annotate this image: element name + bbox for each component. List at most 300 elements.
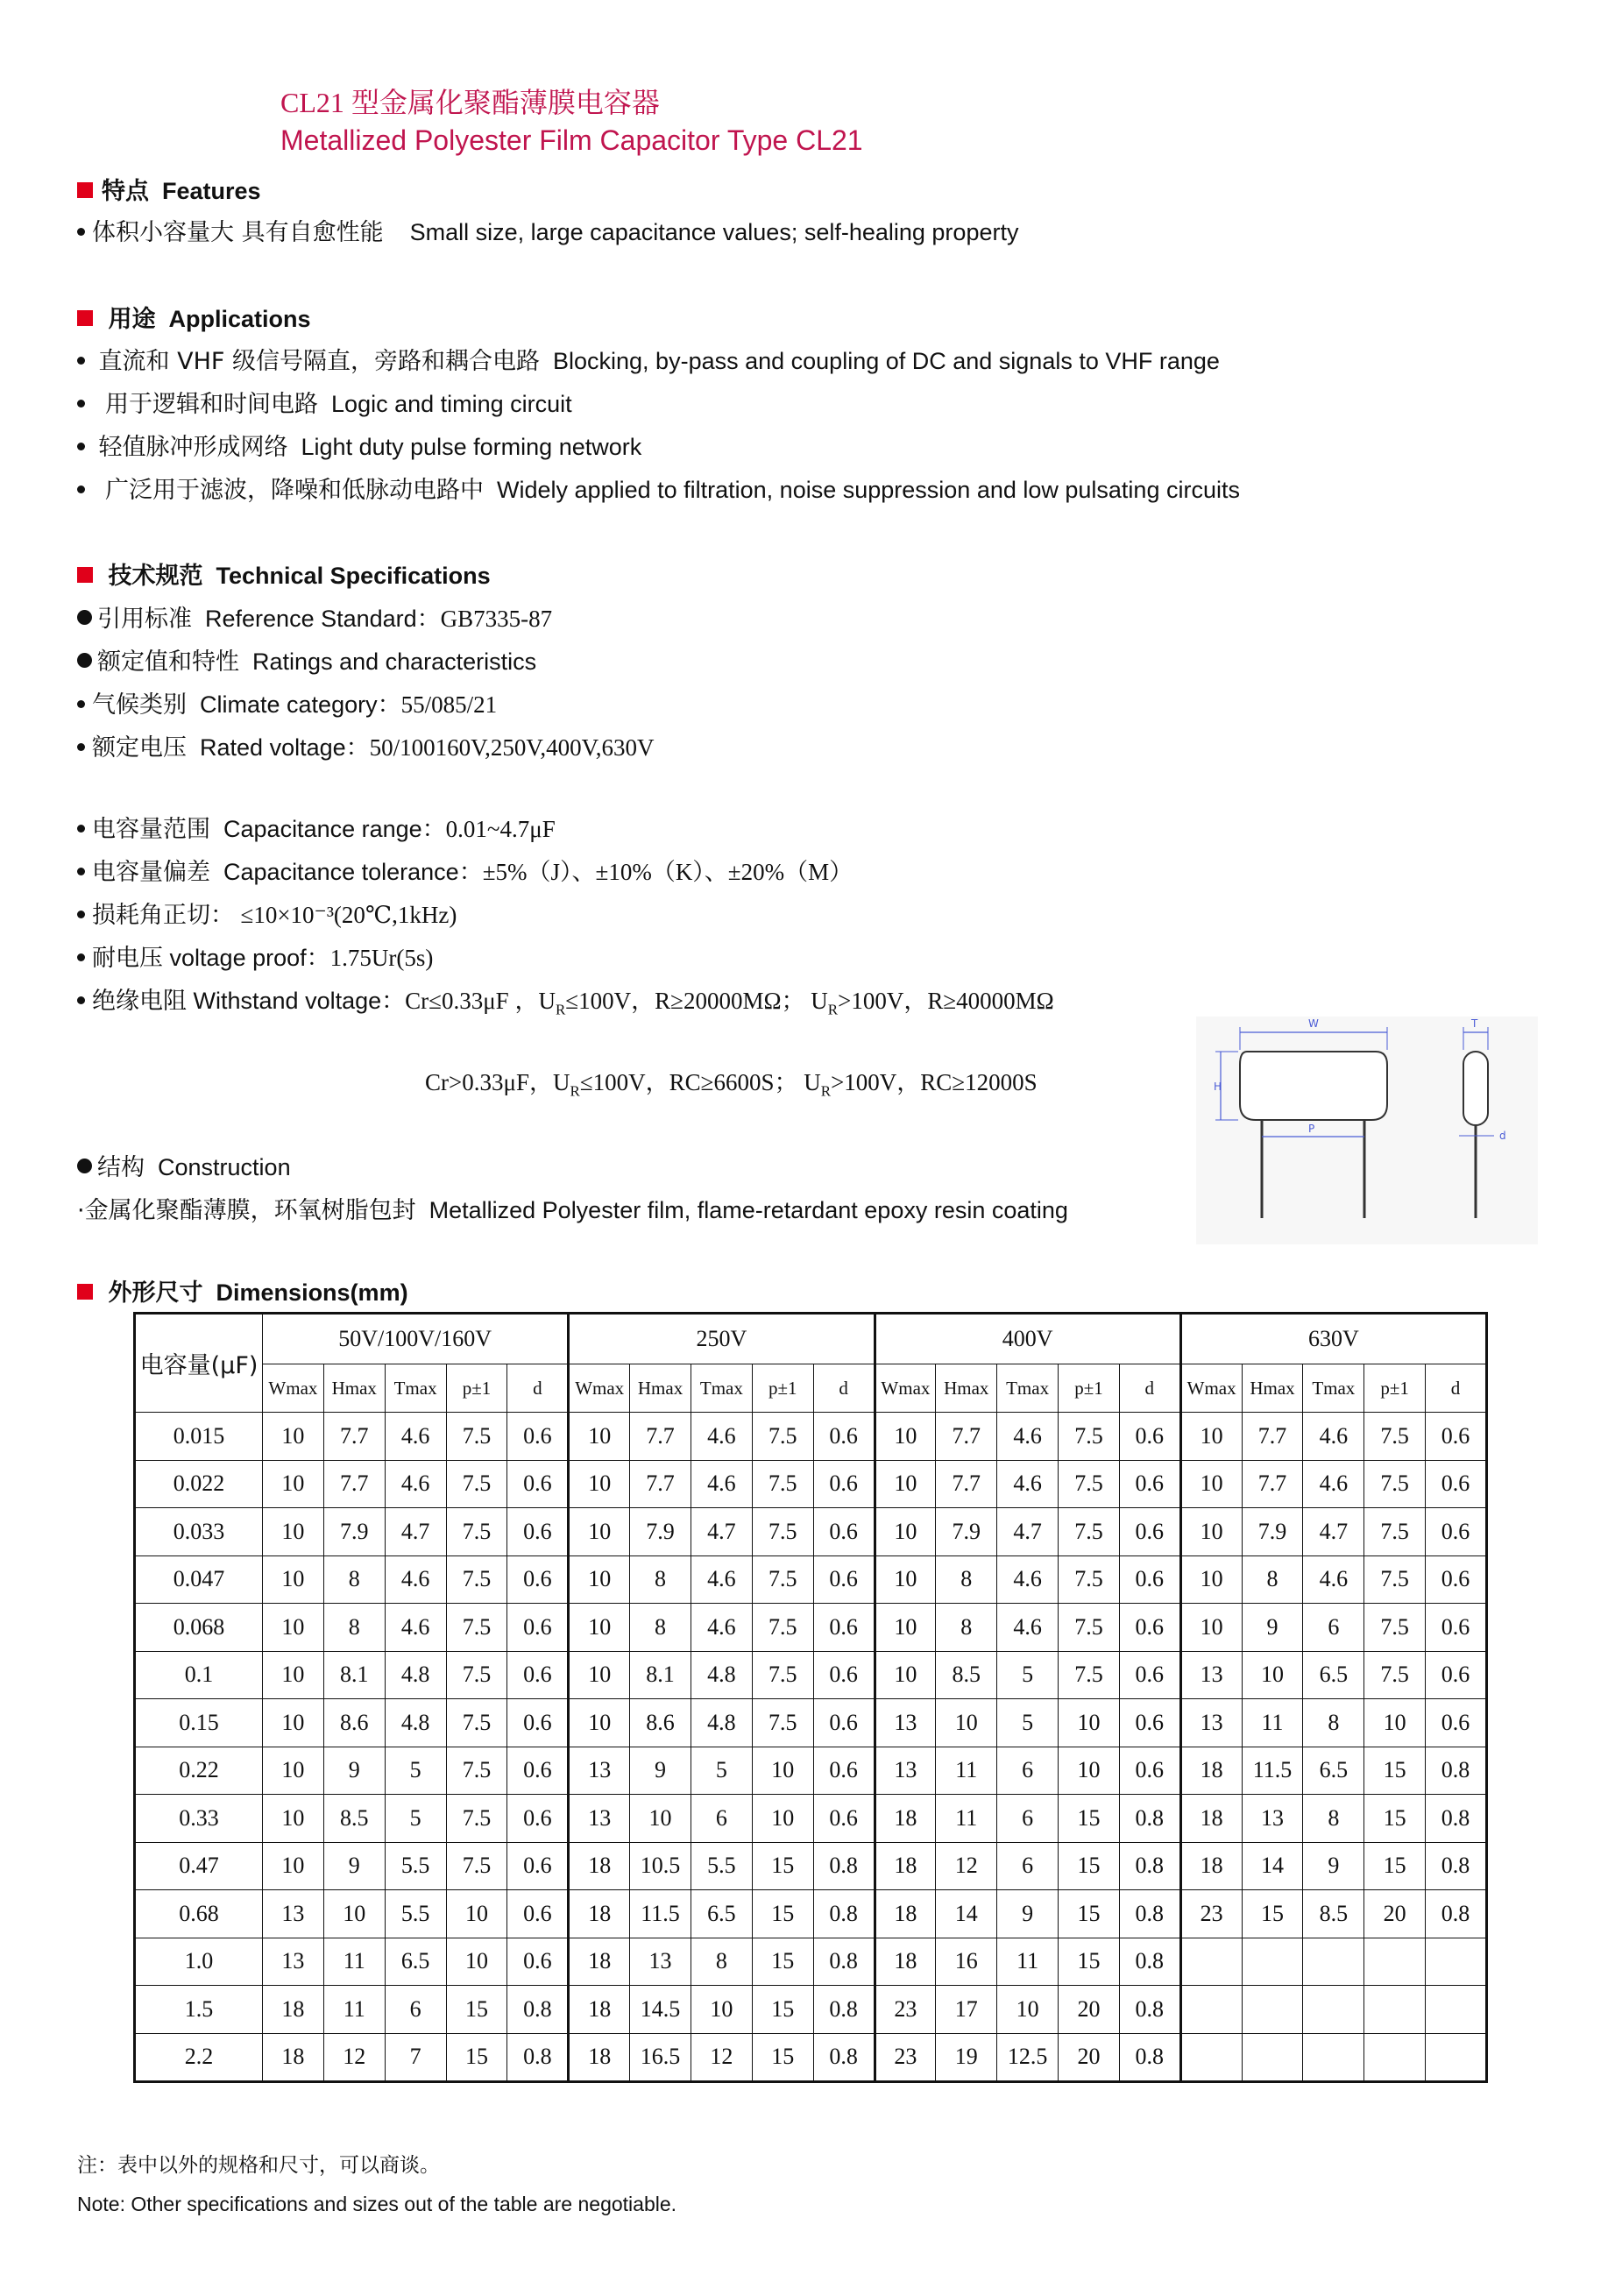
bullet-icon (77, 700, 85, 708)
table-cell: 15 (1059, 1890, 1120, 1938)
capacitor-body-front (1240, 1052, 1387, 1120)
table-cell: 13 (263, 1890, 324, 1938)
table-cell: 5 (997, 1699, 1059, 1747)
table-cell: 10 (446, 1890, 507, 1938)
column-header: Wmax (875, 1364, 936, 1413)
table-cell: 11 (1242, 1699, 1303, 1747)
table-cell: 20 (1059, 1986, 1120, 2034)
table-cell: 7.7 (630, 1413, 691, 1461)
table-cell: 4.6 (691, 1604, 752, 1652)
table-cell: 10 (263, 1651, 324, 1699)
application-item: 广泛用于滤波，降噪和低脉动电路中 Widely applied to filtration, noise suppression and low pulsating circuits (77, 471, 1240, 505)
table-cell: 0.6 (1426, 1460, 1487, 1508)
column-header: Tmax (997, 1364, 1059, 1413)
table-cell: 13 (569, 1795, 630, 1843)
table-cell: 0.6 (813, 1413, 875, 1461)
table-cell: 10 (569, 1651, 630, 1699)
table-cell: 17 (936, 1986, 997, 2034)
table-cell: 16.5 (630, 2033, 691, 2082)
column-header: d (1426, 1364, 1487, 1413)
table-cell: 7.5 (446, 1699, 507, 1747)
table-cell: 7.5 (446, 1747, 507, 1795)
table-cell: 0.6 (507, 1699, 569, 1747)
table-cell: 0.6 (813, 1604, 875, 1652)
table-cell: 18 (569, 1890, 630, 1938)
table-cell: 16 (936, 1938, 997, 1986)
table-cell: 10 (569, 1604, 630, 1652)
table-cell: 18 (875, 1842, 936, 1890)
table-cell: 0.6 (1119, 1460, 1180, 1508)
table-cell (1364, 1938, 1426, 1986)
table-cell: 7.7 (323, 1460, 385, 1508)
table-cell: 10 (875, 1604, 936, 1652)
table-cell: 0.8 (813, 1842, 875, 1890)
table-cell: 5 (997, 1651, 1059, 1699)
table-cell: 15 (752, 1890, 813, 1938)
column-header: Wmax (263, 1364, 324, 1413)
table-cell: 0.6 (1426, 1604, 1487, 1652)
table-cell: 5 (691, 1747, 752, 1795)
table-cell: 10 (1180, 1460, 1242, 1508)
table-cell: 12 (323, 2033, 385, 2082)
table-cell: 4.8 (691, 1651, 752, 1699)
spec-cap-tol: 电容量偏差 Capacitance tolerance：±5%（J）、±10%（K）、±20%（M） (77, 853, 853, 887)
group-header: 250V (569, 1314, 875, 1364)
spec-voltage-proof: 耐电压 voltage proof：1.75Ur(5s) (77, 939, 433, 973)
cap-cell: 0.15 (135, 1699, 263, 1747)
table-cell: 10 (1242, 1651, 1303, 1699)
table-cell: 8.5 (323, 1795, 385, 1843)
table-cell (1180, 1986, 1242, 2034)
table-cell: 0.6 (813, 1508, 875, 1556)
table-cell: 4.6 (1303, 1555, 1364, 1604)
application-item: 用于逻辑和时间电路 Logic and timing circuit (77, 385, 572, 419)
red-square-icon (77, 1284, 93, 1300)
table-cell: 7.7 (1242, 1413, 1303, 1461)
table-cell: 8 (323, 1604, 385, 1652)
table-cell: 18 (1180, 1842, 1242, 1890)
capacitor-outline-diagram (1196, 1017, 1538, 1244)
column-header: p±1 (446, 1364, 507, 1413)
table-cell: 7.5 (1059, 1604, 1120, 1652)
table-cell: 6.5 (691, 1890, 752, 1938)
table-cell: 18 (569, 1842, 630, 1890)
column-header: d (507, 1364, 569, 1413)
table-cell: 0.6 (507, 1651, 569, 1699)
table-cell: 0.6 (507, 1604, 569, 1652)
table-cell (1426, 2033, 1487, 2082)
bullet-icon (77, 610, 92, 625)
table-cell: 10 (569, 1699, 630, 1747)
table-cell: 18 (875, 1795, 936, 1843)
spec-loss: 损耗角正切： ≤10×10⁻³(20℃,1kHz) (77, 896, 457, 930)
table-cell: 7.5 (446, 1460, 507, 1508)
construction-item: ·金属化聚酯薄膜，环氧树脂包封 Metallized Polyester film, flame-retardant epoxy resin coating (77, 1197, 1068, 1224)
table-row (135, 1890, 1487, 1938)
column-header: d (1119, 1364, 1180, 1413)
table-cell (1303, 2033, 1364, 2082)
table-cell: 0.6 (507, 1842, 569, 1890)
table-cell: 10 (263, 1795, 324, 1843)
table-cell: 18 (263, 1986, 324, 2034)
table-cell: 8.5 (1303, 1890, 1364, 1938)
table-cell: 7.7 (936, 1413, 997, 1461)
table-cell: 7.5 (1059, 1508, 1120, 1556)
table-cell: 4.7 (1303, 1508, 1364, 1556)
table-cell: 15 (1364, 1747, 1426, 1795)
bullet-icon (77, 653, 92, 668)
table-cell: 15 (1059, 1795, 1120, 1843)
table-cell: 11.5 (630, 1890, 691, 1938)
table-cell: 12.5 (997, 2033, 1059, 2082)
table-cell (1426, 1938, 1487, 1986)
table-cell: 8.1 (323, 1651, 385, 1699)
group-header: 630V (1180, 1314, 1486, 1364)
table-cell: 4.6 (691, 1555, 752, 1604)
column-header: p±1 (1059, 1364, 1120, 1413)
table-cell: 15 (1242, 1890, 1303, 1938)
table-cell: 8.6 (323, 1699, 385, 1747)
table-cell (1426, 1986, 1487, 2034)
table-cell: 7.5 (1364, 1413, 1426, 1461)
bullet-icon (77, 228, 85, 236)
table-cell: 6.5 (1303, 1651, 1364, 1699)
bullet-icon (77, 443, 85, 450)
table-cell: 10 (263, 1460, 324, 1508)
table-cell: 0.8 (507, 2033, 569, 2082)
table-cell: 0.6 (1119, 1413, 1180, 1461)
table-cell (1303, 1938, 1364, 1986)
table-cell: 10 (1180, 1604, 1242, 1652)
table-cell: 0.8 (1426, 1890, 1487, 1938)
specs-heading: 技术规范 Technical Specifications (77, 556, 491, 591)
spec-withstand-line2: Cr>0.33μF，$U_R\le 100V$，RC≥6600S； $U_R>100V$，RC≥12000S (425, 1069, 1038, 1100)
column-header: Wmax (569, 1364, 630, 1413)
bullet-icon (77, 400, 85, 407)
table-row (135, 1508, 1487, 1556)
table-cell: 18 (1180, 1747, 1242, 1795)
dimensions-table (133, 1312, 1488, 2083)
column-header: Tmax (691, 1364, 752, 1413)
table-cell: 0.6 (813, 1460, 875, 1508)
table-cell: 0.8 (1119, 1890, 1180, 1938)
cap-cell: 0.47 (135, 1842, 263, 1890)
table-cell: 0.6 (507, 1795, 569, 1843)
table-cell: 7.5 (446, 1604, 507, 1652)
table-row (135, 1651, 1487, 1699)
table-cell: 8 (630, 1604, 691, 1652)
bullet-icon (77, 743, 85, 751)
dim-label-t: T (1471, 1017, 1478, 1030)
table-cell: 0.6 (1119, 1699, 1180, 1747)
cap-cell: 1.5 (135, 1986, 263, 2034)
table-cell: 7.5 (752, 1555, 813, 1604)
table-cell: 9 (323, 1747, 385, 1795)
column-header: p±1 (1364, 1364, 1426, 1413)
table-cell: 4.6 (691, 1413, 752, 1461)
table-cell: 10 (875, 1555, 936, 1604)
table-cell: 10 (569, 1508, 630, 1556)
table-cell: 0.6 (507, 1508, 569, 1556)
table-cell (1364, 1986, 1426, 2034)
table-row (135, 1604, 1487, 1652)
cap-cell: 0.047 (135, 1555, 263, 1604)
table-cell: 7.5 (752, 1460, 813, 1508)
table-cell: 8 (936, 1555, 997, 1604)
table-cell: 11 (997, 1938, 1059, 1986)
table-cell: 4.6 (385, 1555, 446, 1604)
column-header: Hmax (630, 1364, 691, 1413)
column-header: Wmax (1180, 1364, 1242, 1413)
table-cell: 4.6 (385, 1460, 446, 1508)
table-cell: 5 (385, 1795, 446, 1843)
table-cell: 15 (446, 2033, 507, 2082)
table-cell: 14 (1242, 1842, 1303, 1890)
table-cell: 0.6 (1426, 1699, 1487, 1747)
table-cell: 8.1 (630, 1651, 691, 1699)
table-cell: 8 (1303, 1699, 1364, 1747)
cap-cell: 0.22 (135, 1747, 263, 1795)
table-cell: 15 (752, 2033, 813, 2082)
table-cell: 15 (752, 1938, 813, 1986)
table-row (135, 1842, 1487, 1890)
table-cell: 4.6 (385, 1604, 446, 1652)
table-cell: 7.5 (446, 1795, 507, 1843)
table-cell: 15 (752, 1986, 813, 2034)
group-header: 400V (875, 1314, 1180, 1364)
table-cell: 10 (875, 1413, 936, 1461)
table-cell: 7.9 (936, 1508, 997, 1556)
red-square-icon (77, 182, 93, 198)
table-cell: 0.8 (1426, 1747, 1487, 1795)
table-cell: 0.8 (1426, 1795, 1487, 1843)
table-cell: 5.5 (385, 1842, 446, 1890)
table-cell: 0.8 (813, 2033, 875, 2082)
table-row (135, 1986, 1487, 2034)
table-cell: 0.8 (1119, 1986, 1180, 2034)
cap-cell: 2.2 (135, 2033, 263, 2082)
table-cell: 10 (323, 1890, 385, 1938)
table-cell: 7.5 (446, 1651, 507, 1699)
table-cell: 10 (875, 1508, 936, 1556)
table-cell: 8 (1242, 1555, 1303, 1604)
table-cell: 0.6 (507, 1413, 569, 1461)
table-cell: 0.6 (507, 1555, 569, 1604)
table-cell: 12 (691, 2033, 752, 2082)
table-cell: 0.6 (1119, 1604, 1180, 1652)
table-cell: 10 (263, 1747, 324, 1795)
spec-withstand: 绝缘电阻 Withstand voltage：Cr≤0.33μF ，$U_R\le 100V$，R≥20000MΩ； $U_R>100V$，R≥40000MΩ (77, 981, 1054, 1018)
table-cell: 18 (263, 2033, 324, 2082)
cap-cell: 1.0 (135, 1938, 263, 1986)
table-cell: 5.5 (385, 1890, 446, 1938)
table-row (135, 1938, 1487, 1986)
table-cell: 9 (997, 1890, 1059, 1938)
group-header: 50V/100V/160V (263, 1314, 569, 1364)
table-cell: 4.6 (1303, 1460, 1364, 1508)
table-cell: 10 (569, 1460, 630, 1508)
table-cell: 7.5 (1364, 1604, 1426, 1652)
table-cell: 13 (1180, 1651, 1242, 1699)
table-cell: 11.5 (1242, 1747, 1303, 1795)
table-cell: 15 (1059, 1842, 1120, 1890)
table-cell: 4.6 (997, 1460, 1059, 1508)
table-cell: 13 (263, 1938, 324, 1986)
table-cell: 18 (569, 1986, 630, 2034)
table-cell: 10 (1059, 1747, 1120, 1795)
table-cell: 10 (1059, 1699, 1120, 1747)
table-cell: 8.6 (630, 1699, 691, 1747)
table-cell: 10 (691, 1986, 752, 2034)
red-square-icon (77, 310, 93, 326)
table-cell: 4.7 (997, 1508, 1059, 1556)
table-cell: 0.6 (1426, 1508, 1487, 1556)
table-cell: 8 (691, 1938, 752, 1986)
table-cell: 0.6 (813, 1747, 875, 1795)
table-cell: 15 (446, 1986, 507, 2034)
column-header: p±1 (752, 1364, 813, 1413)
table-cell: 9 (630, 1747, 691, 1795)
table-cell: 10 (752, 1747, 813, 1795)
table-group-header-row (135, 1314, 1487, 1364)
construction-heading: 结构 Construction (77, 1148, 291, 1182)
table-cell: 0.6 (813, 1555, 875, 1604)
table-cell: 7.7 (630, 1460, 691, 1508)
bullet-icon (77, 911, 85, 918)
table-cell: 10 (263, 1604, 324, 1652)
table-cell: 7.5 (1364, 1555, 1426, 1604)
bullet-icon (77, 868, 85, 875)
table-cell: 7.5 (446, 1413, 507, 1461)
table-cell (1180, 1938, 1242, 1986)
table-cell: 10 (569, 1555, 630, 1604)
table-cell: 0.6 (507, 1938, 569, 1986)
table-cell: 0.6 (1426, 1555, 1487, 1604)
table-cell: 11 (323, 1986, 385, 2034)
cap-cell: 0.1 (135, 1651, 263, 1699)
table-cell: 0.6 (1119, 1747, 1180, 1795)
spec-cap-range: 电容量范围 Capacitance range：0.01~4.7μF (77, 810, 556, 844)
table-row (135, 1460, 1487, 1508)
table-cell: 18 (569, 2033, 630, 2082)
table-cell: 0.8 (1119, 1795, 1180, 1843)
column-header: Hmax (323, 1364, 385, 1413)
dim-label-w: W (1308, 1017, 1319, 1030)
table-cell: 10 (752, 1795, 813, 1843)
table-cell: 7.5 (752, 1508, 813, 1556)
table-cell: 10 (569, 1413, 630, 1461)
table-cell: 7.5 (752, 1604, 813, 1652)
table-cell: 23 (875, 2033, 936, 2082)
table-cell: 4.7 (691, 1508, 752, 1556)
table-cell: 19 (936, 2033, 997, 2082)
table-cell: 20 (1059, 2033, 1120, 2082)
application-item: 直流和 VHF 级信号隔直，旁路和耦合电路 Blocking, by-pass and coupling of DC and signals to VHF range (77, 342, 1220, 376)
table-cell: 0.6 (1426, 1651, 1487, 1699)
cap-cell: 0.33 (135, 1795, 263, 1843)
table-cell: 13 (875, 1747, 936, 1795)
table-cell: 12 (936, 1842, 997, 1890)
table-cell (1242, 1986, 1303, 2034)
table-cell: 0.6 (507, 1460, 569, 1508)
cap-cell: 0.015 (135, 1413, 263, 1461)
table-cell: 6 (997, 1795, 1059, 1843)
table-cell: 0.6 (813, 1651, 875, 1699)
table-cell: 13 (630, 1938, 691, 1986)
table-cell: 0.6 (813, 1699, 875, 1747)
table-cell: 4.8 (385, 1699, 446, 1747)
table-cell (1303, 1986, 1364, 2034)
table-cell: 6 (1303, 1604, 1364, 1652)
table-cell: 7.5 (752, 1651, 813, 1699)
table-cell: 6 (997, 1842, 1059, 1890)
table-cell: 8 (1303, 1795, 1364, 1843)
table-cell: 14 (936, 1890, 997, 1938)
table-cell: 7.7 (1242, 1460, 1303, 1508)
dim-label-h: H (1214, 1081, 1222, 1093)
cap-cell: 0.68 (135, 1890, 263, 1938)
bullet-icon (77, 1159, 92, 1173)
table-row (135, 1747, 1487, 1795)
table-cell: 0.8 (507, 1986, 569, 2034)
table-cell: 4.6 (997, 1555, 1059, 1604)
table-cell: 13 (875, 1699, 936, 1747)
cap-header: 电容量(μF) (135, 1314, 263, 1413)
table-cell: 4.6 (997, 1604, 1059, 1652)
table-cell: 11 (323, 1938, 385, 1986)
capacitor-body-side (1463, 1052, 1488, 1125)
bullet-icon (77, 953, 85, 961)
table-cell (1180, 2033, 1242, 2082)
table-cell: 7.5 (1364, 1460, 1426, 1508)
table-cell: 8.5 (936, 1651, 997, 1699)
table-cell: 7.5 (1364, 1508, 1426, 1556)
table-cell: 0.8 (1119, 1842, 1180, 1890)
feature-item: 体积小容量大 具有自愈性能 Small size, large capacitance values; self-healing property (77, 213, 1018, 247)
table-cell: 10 (263, 1508, 324, 1556)
table-cell: 10 (446, 1938, 507, 1986)
table-cell: 18 (1180, 1795, 1242, 1843)
table-cell: 8 (936, 1604, 997, 1652)
table-cell: 20 (1364, 1890, 1426, 1938)
table-cell: 0.8 (1119, 1938, 1180, 1986)
table-cell: 10 (263, 1699, 324, 1747)
table-cell (1364, 2033, 1426, 2082)
table-cell: 7.5 (446, 1842, 507, 1890)
table-cell: 10 (263, 1413, 324, 1461)
table-cell: 7.5 (1059, 1413, 1120, 1461)
table-cell: 6 (997, 1747, 1059, 1795)
table-cell: 0.6 (1119, 1651, 1180, 1699)
note-cn: 注：表中以外的规格和尺寸，可以商谈。 (77, 2154, 440, 2177)
table-cell: 13 (1180, 1699, 1242, 1747)
note-en: Note: Other specifications and sizes out of the table are negotiable. (77, 2193, 677, 2215)
table-cell: 11 (936, 1795, 997, 1843)
table-row (135, 1555, 1487, 1604)
red-square-icon (77, 567, 93, 583)
table-cell: 14.5 (630, 1986, 691, 2034)
table-cell: 7.5 (446, 1508, 507, 1556)
table-cell: 10 (263, 1555, 324, 1604)
table-cell: 0.6 (1426, 1413, 1487, 1461)
table-cell: 5 (385, 1747, 446, 1795)
table-cell: 10 (630, 1795, 691, 1843)
table-row (135, 1699, 1487, 1747)
table-subheader-row (135, 1364, 1487, 1413)
applications-heading: 用途 Applications (77, 300, 311, 334)
column-header: Hmax (936, 1364, 997, 1413)
table-cell: 6 (691, 1795, 752, 1843)
